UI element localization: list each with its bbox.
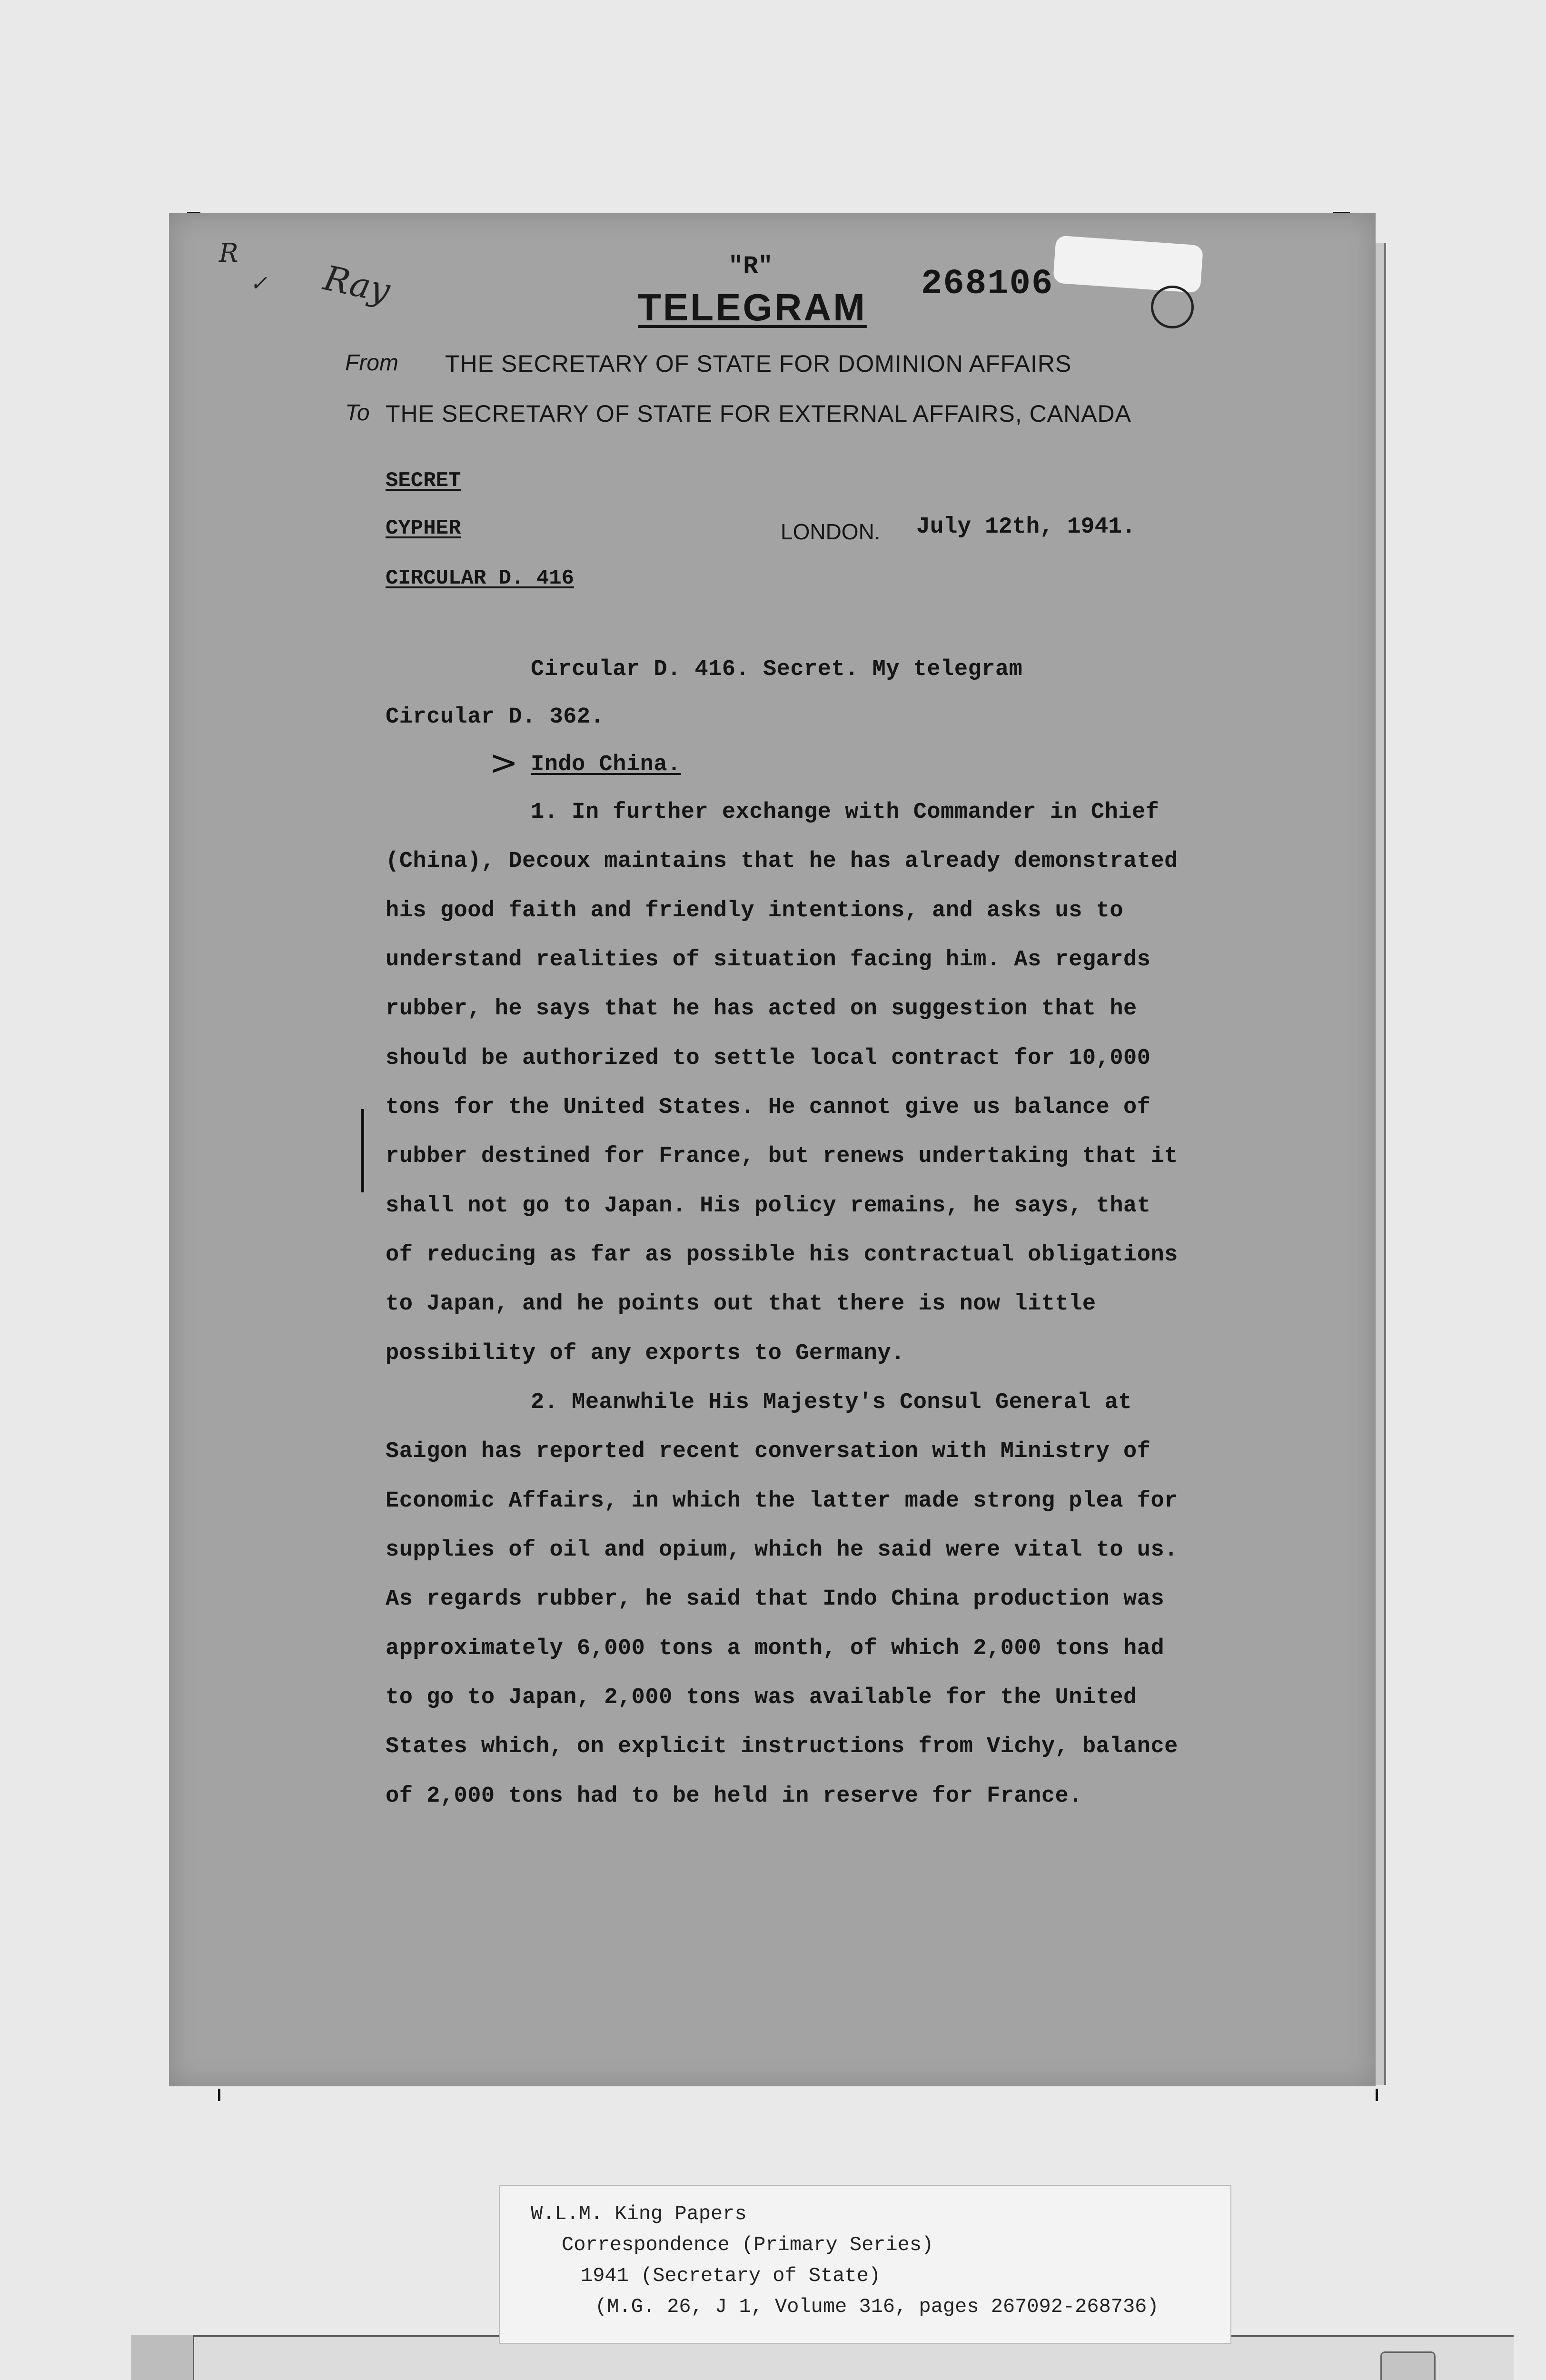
from-value: THE SECRETARY OF STATE FOR DOMINION AFFAIRS: [445, 350, 1072, 377]
transmission-method: CYPHER: [386, 516, 461, 540]
arrow-mark: >: [489, 743, 518, 783]
body-line: shall not go to Japan. His policy remains, he says, that: [386, 1193, 1151, 1219]
body-line: understand realities of situation facing him. As regards: [386, 947, 1151, 972]
body-line: Circular D. 362.: [386, 704, 605, 730]
body-line: of 2,000 tons had to be held in reserve for France.: [386, 1784, 1082, 1809]
origin-place: LONDON.: [781, 519, 881, 544]
body-line: of reducing as far as possible his contractual obligations: [386, 1242, 1178, 1268]
document-title: TELEGRAM: [638, 286, 867, 328]
stamp-number: 268106: [921, 264, 1054, 304]
telegram-date: July 12th, 1941.: [916, 514, 1136, 540]
body-line: should be authorized to settle local contract for 10,000: [386, 1046, 1151, 1071]
body-line: his good faith and friendly intentions, and asks us to: [386, 898, 1124, 923]
slip-line: Correspondence (Primary Series): [562, 2233, 934, 2256]
body-line: (China), Decoux maintains that he has already demonstrated: [386, 849, 1178, 874]
from-label: From: [345, 350, 398, 376]
body-line: Saigon has reported recent conversation with Ministry of: [386, 1439, 1151, 1464]
handwritten-initials: Ray: [320, 258, 394, 311]
body-line: Circular D. 416. Secret. My telegram: [531, 657, 1023, 682]
body-line: supplies of oil and opium, which he said were vital to us.: [386, 1537, 1178, 1563]
circular-reference: CIRCULAR D. 416: [386, 566, 575, 590]
crop-mark-bottom-left: [218, 2089, 220, 2101]
body-subject: Indo China.: [531, 752, 681, 777]
body-line: States which, on explicit instructions from Vichy, balance: [386, 1734, 1178, 1759]
body-line: to go to Japan, 2,000 tons was available for the United: [386, 1685, 1137, 1710]
body-line: Economic Affairs, in which the latter made strong plea for: [386, 1488, 1178, 1514]
body-line: 2. Meanwhile His Majesty's Consul General at: [531, 1390, 1132, 1415]
sheet-edge: [1376, 243, 1386, 2085]
to-value: THE SECRETARY OF STATE FOR EXTERNAL AFFAIRS, CANADA: [386, 400, 1132, 427]
slip-line: 1941 (Secretary of State): [581, 2264, 881, 2287]
routing-mark: "R": [728, 252, 773, 280]
margin-annotation-r: R: [219, 238, 238, 268]
body-line: possibility of any exports to Germany.: [386, 1341, 905, 1366]
body-line: As regards rubber, he said that Indo China production was: [386, 1587, 1165, 1612]
body-line: rubber, he says that he has acted on suggestion that he: [386, 996, 1137, 1021]
slip-line: (M.G. 26, J 1, Volume 316, pages 267092-268736): [595, 2295, 1159, 2318]
circle-mark: [1151, 286, 1194, 328]
security-classification: SECRET: [386, 469, 461, 493]
body-line: to Japan, and he points out that there is now little: [386, 1291, 1096, 1317]
body-line: approximately 6,000 tons a month, of which 2,000 tons had: [386, 1636, 1165, 1661]
body-line: tons for the United States. He cannot give us balance of: [386, 1095, 1151, 1120]
citation-slip: [499, 2185, 1231, 2344]
slip-line: W.L.M. King Papers: [531, 2202, 747, 2225]
to-label: To: [345, 400, 370, 426]
margin-bar: [361, 1109, 364, 1192]
card-clip: [1380, 2351, 1436, 2380]
card-binding-strip: [131, 2335, 194, 2380]
body-line: 1. In further exchange with Commander in Chief: [531, 800, 1160, 825]
body-line: rubber destined for France, but renews undertaking that it: [386, 1144, 1178, 1169]
margin-annotation-check: ✓: [250, 271, 268, 296]
crop-mark-bottom-right: [1376, 2089, 1378, 2101]
